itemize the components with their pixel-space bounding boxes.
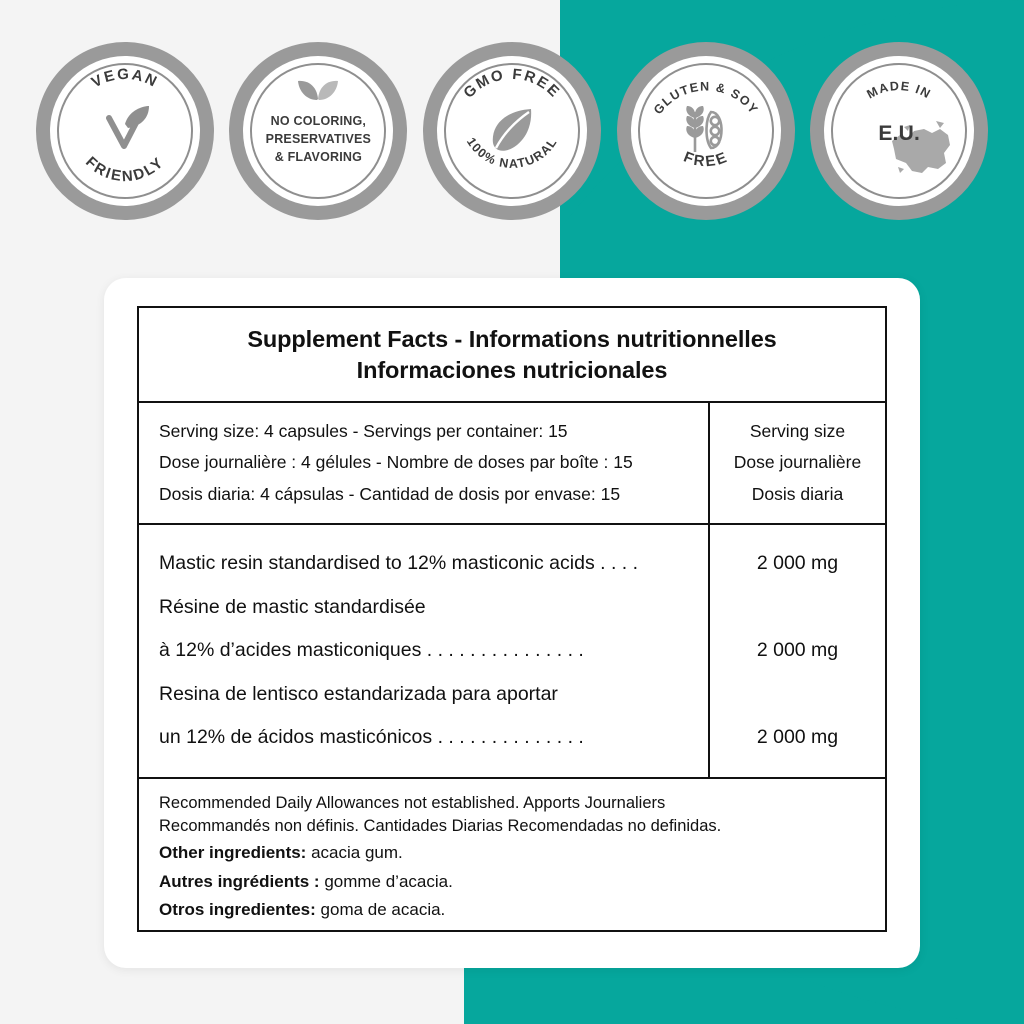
svg-text:FREE: FREE	[680, 148, 731, 171]
badge-center-line-2: PRESERVATIVES	[265, 132, 372, 147]
badge-eu-label: E.U.	[878, 122, 920, 146]
other-ingredients-value-es: goma de acacia.	[315, 900, 446, 920]
serving-label-es: Dosis diaria	[751, 483, 844, 504]
serving-label-en: Serving size	[749, 420, 846, 441]
other-ingredients-label-en: Other ingredients:	[159, 843, 307, 863]
facts-title	[139, 308, 885, 403]
serving-size-section	[139, 403, 885, 526]
ingredient-value-1: 2 000 mg	[756, 552, 839, 574]
svg-text:GMO FREE: GMO FREE	[460, 65, 564, 102]
two-leaves-icon	[295, 76, 341, 107]
ingredient-values	[710, 525, 885, 777]
badge-center-line-3: & FLAVORING	[274, 149, 363, 164]
rda-note-line-1: Recommended Daily Allowances not established. Apports Journaliers	[159, 793, 666, 812]
serving-row-es: Dosis diaria: 4 cápsulas - Cantidad de dosis por envase: 15	[159, 483, 621, 504]
ingredient-line-3: à 12% d’acides masticoniques . . . . . . . . . . . . . . .	[159, 639, 584, 661]
wheat-soy-icon	[675, 100, 737, 163]
serving-size-right	[710, 403, 885, 524]
serving-label-fr: Dose journalière	[733, 452, 862, 472]
ingredient-line-1: Mastic resin standardised to 12% masticonic acids . . . .	[159, 552, 639, 574]
ingredient-line-2: Résine de mastic standardisée	[159, 595, 426, 618]
ingredient-value-5: 2 000 mg	[756, 726, 839, 748]
supplement-facts-table	[137, 306, 887, 932]
other-ingredients-es	[159, 897, 885, 923]
other-ingredients-label-es: Otros ingredientes:	[159, 900, 316, 920]
svg-text:FRIENDLY: FRIENDLY	[81, 153, 168, 186]
other-ingredients-fr	[159, 869, 885, 895]
serving-size-left	[139, 403, 710, 524]
other-ingredients-en	[159, 840, 885, 866]
ingredient-line-5: un 12% de ácidos masticónicos . . . . . . . . . . . . . .	[159, 726, 584, 748]
svg-text:MADE IN: MADE IN	[864, 78, 934, 102]
facts-footer	[139, 779, 885, 936]
serving-row-fr: Dose journalière : 4 gélules - Nombre de doses par boîte : 15	[159, 452, 633, 472]
certification-badges	[0, 42, 1024, 257]
ingredient-names	[139, 525, 710, 777]
svg-text:VEGAN: VEGAN	[88, 65, 161, 92]
badge-vegan-friendly	[36, 42, 214, 220]
leaf-check-icon	[95, 98, 155, 165]
badge-center-text	[252, 113, 385, 166]
leaf-icon	[483, 101, 541, 164]
serving-row-en: Serving size: 4 capsules - Servings per container: 15	[159, 420, 568, 441]
svg-text:GLUTEN & SOY: GLUTEN & SOY	[650, 79, 761, 118]
facts-title-line-2: Informaciones nutricionales	[356, 357, 668, 384]
ingredient-value-2	[710, 586, 885, 630]
ingredient-value-4	[710, 673, 885, 717]
badge-gluten-soy-free	[617, 42, 795, 220]
rda-note-line-2: Recommandés non définis. Cantidades Diarias Recomendadas no definidas.	[159, 816, 722, 835]
supplement-facts-card	[104, 278, 920, 968]
ingredient-value-3: 2 000 mg	[756, 639, 839, 661]
ingredient-line-4: Resina de lentisco estandarizada para aportar	[159, 682, 558, 705]
badge-no-coloring	[229, 42, 407, 220]
other-ingredients-value-fr: gomme d’acacia.	[319, 871, 453, 891]
svg-text:100% NATURAL: 100% NATURAL	[463, 135, 561, 171]
badge-gmo-free	[423, 42, 601, 220]
badge-made-in-eu	[810, 42, 988, 220]
badge-center-text	[864, 119, 934, 149]
facts-title-line-1: Supplement Facts - Informations nutritionnelles	[247, 326, 777, 352]
badge-center-line-1: NO COLORING,	[270, 114, 367, 129]
other-ingredients-label-fr: Autres ingrédients :	[159, 871, 320, 891]
other-ingredients-value-en: acacia gum.	[306, 843, 403, 863]
ingredient-amounts-section	[139, 525, 885, 779]
